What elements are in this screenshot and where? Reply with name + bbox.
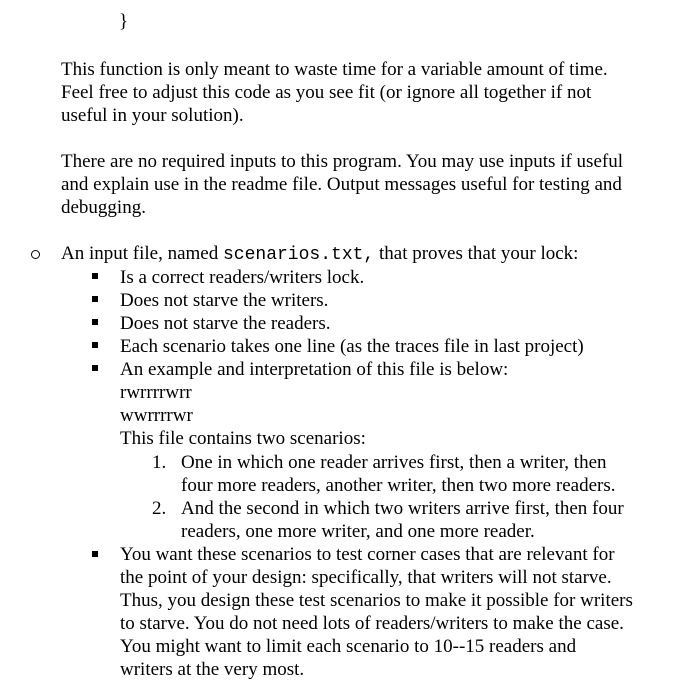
function-note-line: This function is only meant to waste time for a variable amount of time. xyxy=(61,59,608,80)
scenario-line: four more readers, another writer, then two more readers. xyxy=(181,475,616,496)
scenario-number: 2. xyxy=(152,498,167,519)
input-file-filename: scenarios.txt, xyxy=(223,245,375,265)
square-bullet-icon xyxy=(92,551,98,557)
last-bullet-line: You want these scenarios to test corner cases that are relevant for xyxy=(120,544,615,565)
square-bullet-icon xyxy=(92,273,98,279)
square-bullet-icon xyxy=(92,365,98,371)
function-note-line: Feel free to adjust this code as you see fit (or ignore all together if not xyxy=(61,82,592,103)
example-caption: This file contains two scenarios: xyxy=(120,428,366,449)
bullet-item: Does not starve the readers. xyxy=(120,313,331,334)
input-file-prefix: An input file, named xyxy=(61,243,223,264)
scenario-line: And the second in which two writers arrive first, then four xyxy=(181,498,624,519)
inputs-note-line: and explain use in the readme file. Output messages useful for testing and xyxy=(61,174,622,195)
bullet-item: Each scenario takes one line (as the traces file in last project) xyxy=(120,336,584,357)
example-line: wwrrrrwr xyxy=(120,405,193,426)
square-bullet-icon xyxy=(92,342,98,348)
inputs-note-line: debugging. xyxy=(61,197,146,218)
bullet-item: Does not starve the writers. xyxy=(120,290,329,311)
circle-bullet-icon xyxy=(31,250,40,259)
last-bullet-line: You might want to limit each scenario to 10--15 readers and xyxy=(120,636,577,657)
function-note-line: useful in your solution). xyxy=(61,105,244,126)
code-closing-brace: } xyxy=(119,11,129,32)
example-line: rwrrrrwrr xyxy=(120,382,192,403)
square-bullet-icon xyxy=(92,296,98,302)
bullet-item: An example and interpretation of this file is below: xyxy=(120,359,509,380)
scenario-number: 1. xyxy=(152,452,167,473)
scenario-line: readers, one more writer, and one more reader. xyxy=(181,521,535,542)
last-bullet-line: to starve. You do not need lots of readers/writers to make the case. xyxy=(120,613,624,634)
bullet-item: Is a correct readers/writers lock. xyxy=(120,267,365,288)
scenario-line: One in which one reader arrives first, then a writer, then xyxy=(181,452,607,473)
inputs-note-line: There are no required inputs to this program. You may use inputs if useful xyxy=(61,151,623,172)
last-bullet-line: the point of your design: specifically, that writers will not starve. xyxy=(120,567,612,588)
last-bullet-line: writers at the very most. xyxy=(120,659,305,680)
square-bullet-icon xyxy=(92,319,98,325)
last-bullet-line: Thus, you design these test scenarios to make it possible for writers xyxy=(120,590,633,611)
input-file-intro xyxy=(61,242,578,267)
input-file-suffix: that proves that your lock: xyxy=(374,243,579,264)
